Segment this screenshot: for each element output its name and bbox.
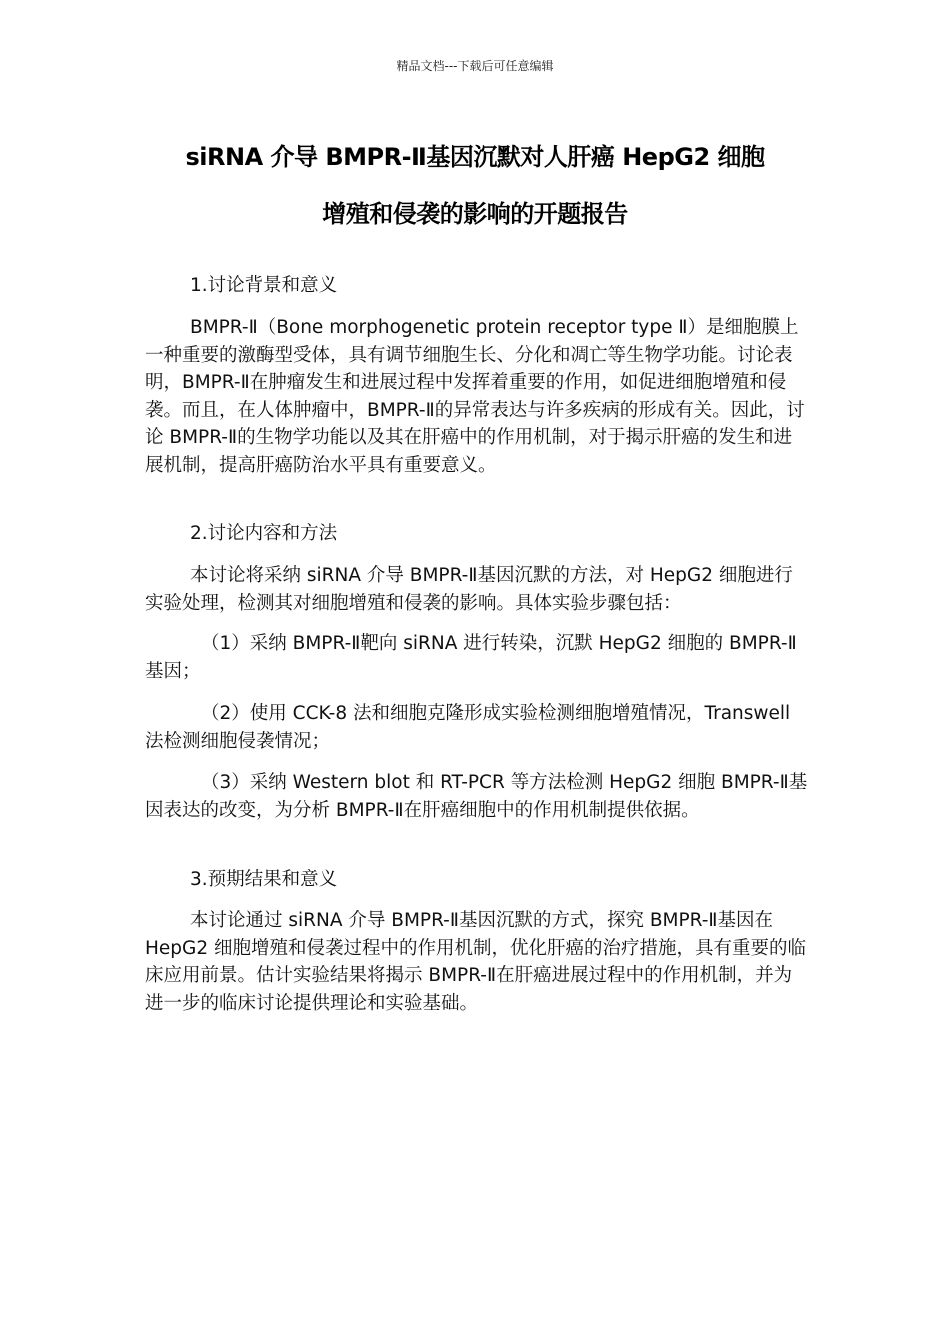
list-item: （3）采纳 Western blot 和 RT-PCR 等方法检测 HepG2 细胞 BMPR-Ⅱ基因表达的改变，为分析 BMPR-Ⅱ在肝癌细胞中的作用机制提供依据。 — [145, 772, 808, 821]
paragraph: 本讨论通过 siRNA 介导 BMPR-Ⅱ基因沉默的方式，探究 BMPR-Ⅱ基因在 HepG2 细胞增殖和侵袭过程中的作用机制，优化肝癌的治疗措施，具有重要的临床应用前景。估计实验结果将揭示 BMPR-Ⅱ在肝癌进展过程中的作用机制，并为进一步的临床讨论提供理论和实验基础。 — [145, 910, 807, 1014]
section-heading-3: 3.预期结果和意义 — [190, 869, 338, 890]
section-heading-2: 2.讨论内容和方法 — [190, 523, 338, 544]
section-2-intro — [145, 562, 810, 617]
paragraph: BMPR-Ⅱ（Bone morphogenetic protein receptor type Ⅱ）是细胞膜上一种重要的激酶型受体，具有调节细胞生长、分化和凋亡等生物学功能。讨论表明，BMPR-Ⅱ在肿瘤发生和进展过程中发挥着重要的作用，如促进细胞增殖和侵袭。而且，在人体肿瘤中，BMPR-Ⅱ的异常表达与许多疾病的形成有关。因此，讨论 BMPR-Ⅱ的生物学功能以及其在肝癌中的作用机制，对于揭示肝癌的发生和进展机制，提高肝癌防治水平具有重要意义。 — [145, 317, 805, 476]
title-line-2: 增殖和侵袭的影响的开题报告 — [322, 200, 628, 228]
section-1-body — [145, 314, 810, 479]
section-3-body — [145, 907, 810, 1017]
step-2 — [145, 700, 810, 755]
step-3 — [145, 769, 810, 824]
step-1 — [145, 630, 810, 685]
paragraph: 本讨论将采纳 siRNA 介导 BMPR-Ⅱ基因沉默的方法，对 HepG2 细胞进行实验处理，检测其对细胞增殖和侵袭的影响。具体实验步骤包括： — [145, 565, 793, 614]
list-item: （1）采纳 BMPR-Ⅱ靶向 siRNA 进行转染，沉默 HepG2 细胞的 BMPR-Ⅱ基因； — [145, 633, 797, 682]
page-header: 精品文档---下载后可任意编辑 — [396, 59, 554, 73]
title-line-1: siRNA 介导 BMPR-Ⅱ基因沉默对人肝癌 HepG2 细胞 — [185, 143, 765, 171]
section-heading-1: 1.讨论背景和意义 — [190, 275, 338, 296]
list-item: （2）使用 CCK-8 法和细胞克隆形成实验检测细胞增殖情况，Transwell 法检测细胞侵袭情况； — [145, 703, 791, 752]
